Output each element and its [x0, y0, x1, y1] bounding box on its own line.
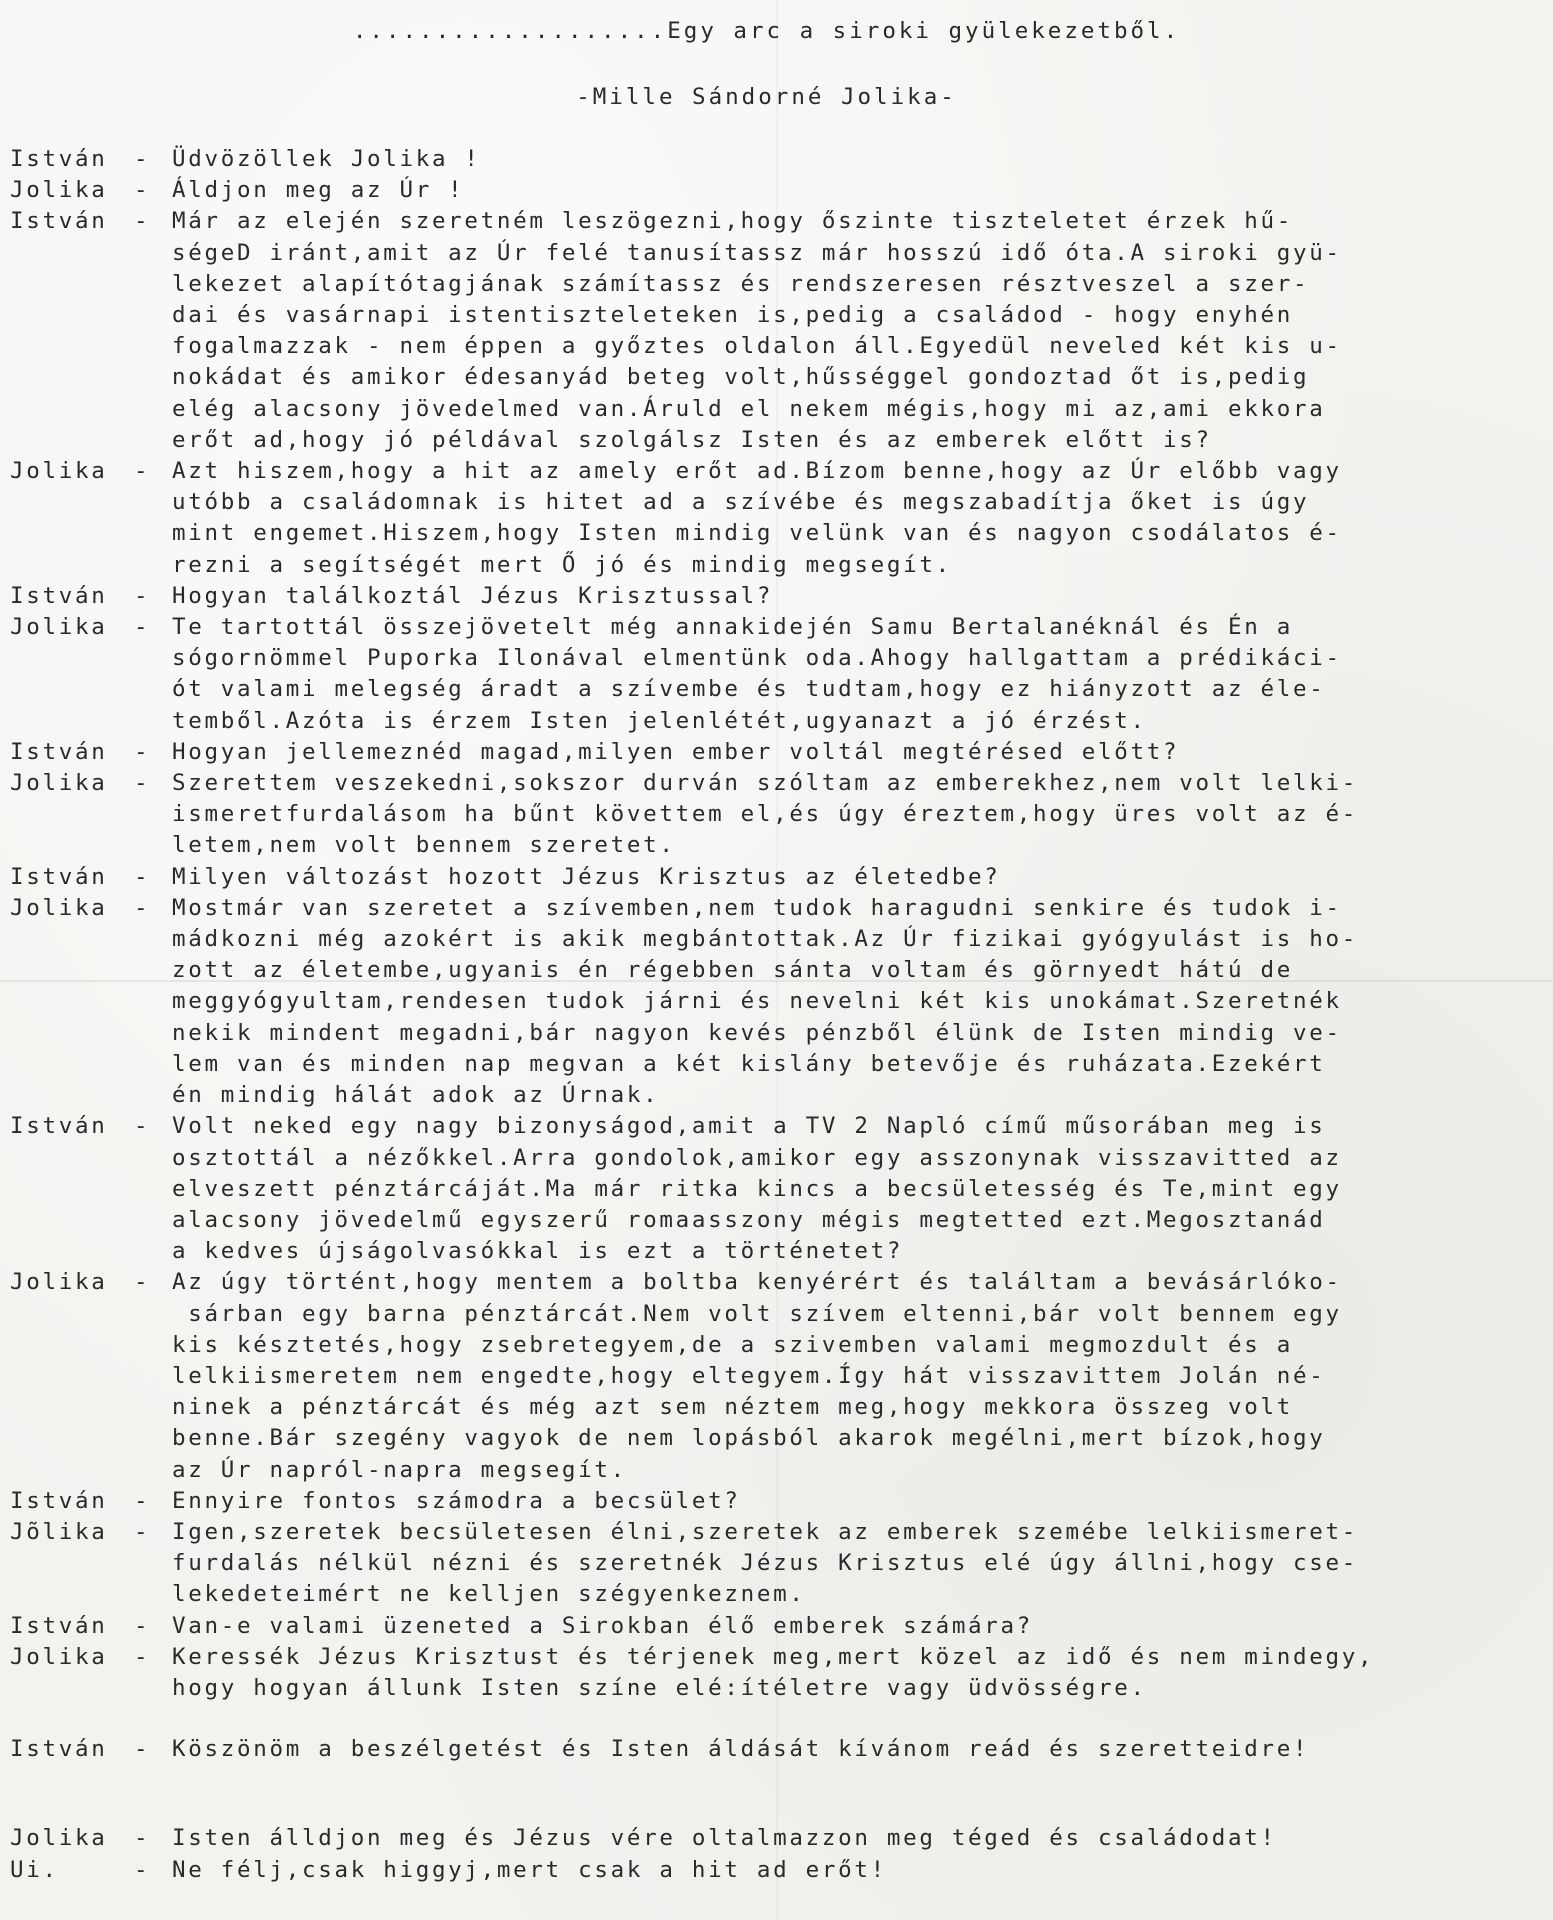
text-line: Azt hiszem,hogy a hit az amely erőt ad.Bízom benne,hogy az Úr előbb vagy [172, 458, 1342, 485]
text-line: Isten álldjon meg és Jézus vére oltalmazzon meg téged és családodat! [172, 1825, 1277, 1852]
text-line: lekezet alapítótagjának számítassz és rendszeresen résztveszel a szer- [172, 270, 1310, 297]
speaker-name: István [10, 1612, 108, 1639]
text-line: meggyógyultam,rendesen tudok járni és nevelni két kis unokámat.Szeretnék [172, 988, 1342, 1015]
text-line: Milyen változást hozott Jézus Krisztus az életedbe? [172, 863, 1001, 890]
text-line: mádkozni még azokért is akik megbántottak.Az Úr fizikai gyógyulást is ho- [172, 926, 1358, 953]
speaker-dash: - [134, 582, 151, 609]
dialogue-entry [10, 175, 1550, 206]
text-line: nokádat és amikor édesanyád beteg volt,hűsséggel gondoztad őt is,pedig [172, 364, 1310, 391]
text-line: letem,nem volt bennem szeretet. [172, 832, 676, 859]
speaker-name: Jolika [10, 770, 108, 797]
text-line: Már az elején szeretném leszögezni,hogy őszinte tiszteletet érzek hű- [172, 208, 1293, 235]
dialogue-entry [10, 1517, 1550, 1611]
text-line: alacsony jövedelmű egyszerű romaasszony mégis megtetted ezt.Megosztanád [172, 1206, 1326, 1233]
utterance-text [172, 1855, 1550, 1886]
utterance-text [172, 1611, 1550, 1642]
speaker-dash: - [134, 1612, 151, 1639]
speaker-dash: - [134, 1856, 151, 1883]
utterance-text [172, 862, 1550, 893]
speaker-name: Jolika [10, 1825, 108, 1852]
speaker-name: István [10, 738, 108, 765]
text-line: a kedves újságolvasókkal is ezt a történetet? [172, 1238, 904, 1265]
text-line: elég alacsony jövedelmed van.Áruld el nekem mégis,hogy mi az,ami ekkora [172, 395, 1326, 422]
text-line: Üdvözöllek Jolika ! [172, 146, 481, 172]
text-line: zott az életembe,ugyanis én régebben sánta voltam és görnyedt hátú de [172, 957, 1293, 984]
text-line: Szerettem veszekedni,sokszor durván szóltam az emberekhez,nem volt lelki- [172, 770, 1358, 797]
text-line: fogalmazzak - nem éppen a győztes oldalon áll.Egyedül neveled két kis u- [172, 333, 1342, 360]
speaker-dash: - [134, 863, 151, 890]
text-line: kis késztetés,hogy zsebretegyem,de a szivemben valami megmozdult és a [172, 1331, 1293, 1358]
speaker-dash: - [134, 208, 151, 235]
utterance-text [172, 581, 1550, 612]
speaker-dash: - [134, 770, 151, 797]
speaker-dash: - [134, 1518, 151, 1545]
dialogue-entry [10, 737, 1550, 768]
text-line: dai és vasárnapi istentiszteleteken is,pedig a családod - hogy enyhén [172, 302, 1293, 329]
text-line: mint engemet.Hiszem,hogy Isten mindig velünk van és nagyon csodálatos é- [172, 520, 1342, 547]
utterance-text [172, 1642, 1550, 1704]
dialogue-entry [10, 581, 1550, 612]
text-line: elveszett pénztárcáját.Ma már ritka kincs a becsületesség és Te,mint egy [172, 1175, 1342, 1202]
utterance-text [172, 612, 1550, 737]
utterance-text [172, 144, 1550, 175]
speaker-dash: - [134, 177, 151, 204]
utterance-text [172, 768, 1550, 862]
text-line: erőt ad,hogy jó példával szolgálsz Isten és az emberek előtt is? [172, 426, 1212, 453]
text-line: benne.Bár szegény vagyok de nem lopásból akarok megélni,mert bízok,hogy [172, 1425, 1326, 1452]
text-line: Igen,szeretek becsületesen élni,szeretek az emberek szemébe lelkiismeret- [172, 1518, 1358, 1545]
utterance-text [172, 1486, 1550, 1517]
text-line: ót valami melegség áradt a szívembe és tudtam,hogy ez hiányzott az éle- [172, 676, 1326, 703]
utterance-text [172, 893, 1550, 1111]
speaker-name: Jolika [10, 458, 108, 485]
speaker-name: István [10, 863, 108, 890]
speaker-name: Jõlika [10, 1518, 108, 1545]
speaker-name: István [10, 208, 108, 235]
speaker-dash: - [134, 738, 151, 765]
utterance-text [172, 737, 1550, 768]
text-line: rezni a segítségét mert Ő jó és mindig megsegít. [172, 551, 952, 578]
dialogue-entry [10, 862, 1550, 893]
dialogue-entry [10, 1823, 1550, 1854]
text-line: lekedeteimért ne kelljen szégyenkeznem. [172, 1581, 806, 1608]
speaker-name: István [10, 1487, 108, 1514]
dialogue-entry [10, 1855, 1550, 1886]
utterance-text [172, 1111, 1550, 1267]
speaker-dash: - [134, 1643, 151, 1670]
dialogue-entry [10, 768, 1550, 862]
dialogue-entry [10, 1486, 1550, 1517]
dialogue-entry [10, 1642, 1550, 1704]
text-line: Van-e valami üzeneted a Sirokban élő emberek számára? [172, 1612, 1034, 1639]
text-line: Hogyan jellemeznéd magad,milyen ember voltál megtérésed előtt? [172, 738, 1180, 765]
text-line: Ne félj,csak higgyj,mert csak a hit ad erőt! [172, 1856, 887, 1883]
utterance-text [172, 1734, 1550, 1765]
utterance-text [172, 456, 1550, 581]
speaker-dash: - [134, 894, 151, 921]
utterance-text [172, 1517, 1550, 1611]
utterance-text [172, 175, 1550, 206]
text-line: Volt neked egy nagy bizonyságod,amit a TV 2 Napló című műsorában meg is [172, 1113, 1326, 1140]
speaker-name: Jolika [10, 1269, 108, 1296]
utterance-text [172, 1267, 1550, 1485]
dialogue-entry [10, 612, 1550, 737]
utterance-text [172, 1823, 1550, 1854]
speaker-name: István [10, 146, 108, 172]
text-line: sógornömmel Puporka Ilonával elmentünk oda.Ahogy hallgattam a prédikáci- [172, 645, 1342, 672]
text-line: sárban egy barna pénztárcát.Nem volt szívem eltenni,bár volt bennem egy [172, 1300, 1342, 1327]
speaker-dash: - [134, 1825, 151, 1852]
text-line: hogy hogyan állunk Isten színe elé:ítéletre vagy üdvösségre. [172, 1674, 1147, 1701]
text-line: Áldjon meg az Úr ! [172, 177, 465, 204]
text-line: Hogyan találkoztál Jézus Krisztussal? [172, 582, 774, 609]
speaker-name: Jolika [10, 177, 108, 204]
speaker-dash: - [134, 614, 151, 641]
dialogue-entry [10, 1111, 1550, 1267]
speaker-name: István [10, 1113, 108, 1140]
text-line: Köszönöm a beszélgetést és Isten áldását kívánom reád és szeretteidre! [172, 1736, 1310, 1763]
text-line: nekik mindent megadni,bár nagyon kevés pénzből élünk de Isten mindig ve- [172, 1019, 1342, 1046]
speaker-dash: - [134, 1736, 151, 1763]
text-line: az Úr napról-napra megsegít. [172, 1456, 627, 1483]
dialogue-entry [10, 1611, 1550, 1642]
text-line: lem van és minden nap megvan a két kislány betevője és ruházata.Ezekért [172, 1050, 1326, 1077]
speaker-name: Ui. [10, 1856, 59, 1883]
document-subtitle: -Mille Sándorné Jolika- [576, 84, 957, 110]
speaker-dash: - [134, 1269, 151, 1296]
text-line: ségeD iránt,amit az Úr felé tanusítassz már hosszú idő óta.A siroki gyü- [172, 239, 1342, 266]
text-line: ismeretfurdalásom ha bűnt követtem el,és úgy éreztem,hogy üres volt az é- [172, 801, 1358, 828]
speaker-dash: - [134, 146, 151, 172]
dialogue-entry [10, 456, 1550, 581]
interview-dialogue [10, 144, 1550, 1886]
dialogue-entry [10, 1267, 1550, 1485]
text-line: én mindig hálát adok az Úrnak. [172, 1082, 660, 1109]
speaker-name: Jolika [10, 894, 108, 921]
text-line: Ennyire fontos számodra a becsület? [172, 1487, 741, 1514]
dialogue-entry [10, 206, 1550, 456]
dialogue-entry [10, 893, 1550, 1111]
text-line: utóbb a családomnak is hitet ad a szívébe és megszabadítja őket is úgy [172, 489, 1310, 516]
speaker-dash: - [134, 1487, 151, 1514]
document-title: ...................Egy arc a siroki gyülekezetből. [352, 18, 1181, 44]
text-line: ninek a pénztárcát és még azt sem néztem meg,hogy mekkora összeg volt [172, 1394, 1293, 1421]
speaker-dash: - [134, 1113, 151, 1140]
text-line: Az úgy történt,hogy mentem a boltba kenyérért és találtam a bevásárlóko- [172, 1269, 1342, 1296]
speaker-dash: - [134, 458, 151, 485]
utterance-text [172, 206, 1550, 456]
text-line: furdalás nélkül nézni és szeretnék Jézus Krisztus elé úgy állni,hogy cse- [172, 1550, 1358, 1577]
text-line: Keressék Jézus Krisztust és térjenek meg,mert közel az idő és nem mindegy, [172, 1643, 1375, 1670]
dialogue-entry [10, 1734, 1550, 1765]
dialogue-entry [10, 144, 1550, 175]
text-line: osztottál a nézőkkel.Arra gondolok,amikor egy asszonynak visszavitted az [172, 1144, 1342, 1171]
text-line: temből.Azóta is érzem Isten jelenlétét,ugyanazt a jó érzést. [172, 707, 1147, 734]
speaker-name: Jolika [10, 1643, 108, 1670]
speaker-name: Jolika [10, 614, 108, 641]
speaker-name: István [10, 582, 108, 609]
text-line: lelkiismeretem nem engedte,hogy eltegyem.Így hát visszavittem Jolán né- [172, 1362, 1326, 1389]
text-line: Mostmár van szeretet a szívemben,nem tudok haragudni senkire és tudok i- [172, 894, 1342, 921]
speaker-name: István [10, 1736, 108, 1763]
text-line: Te tartottál összejövetelt még annakidején Samu Bertalanéknál és Én a [172, 614, 1293, 641]
